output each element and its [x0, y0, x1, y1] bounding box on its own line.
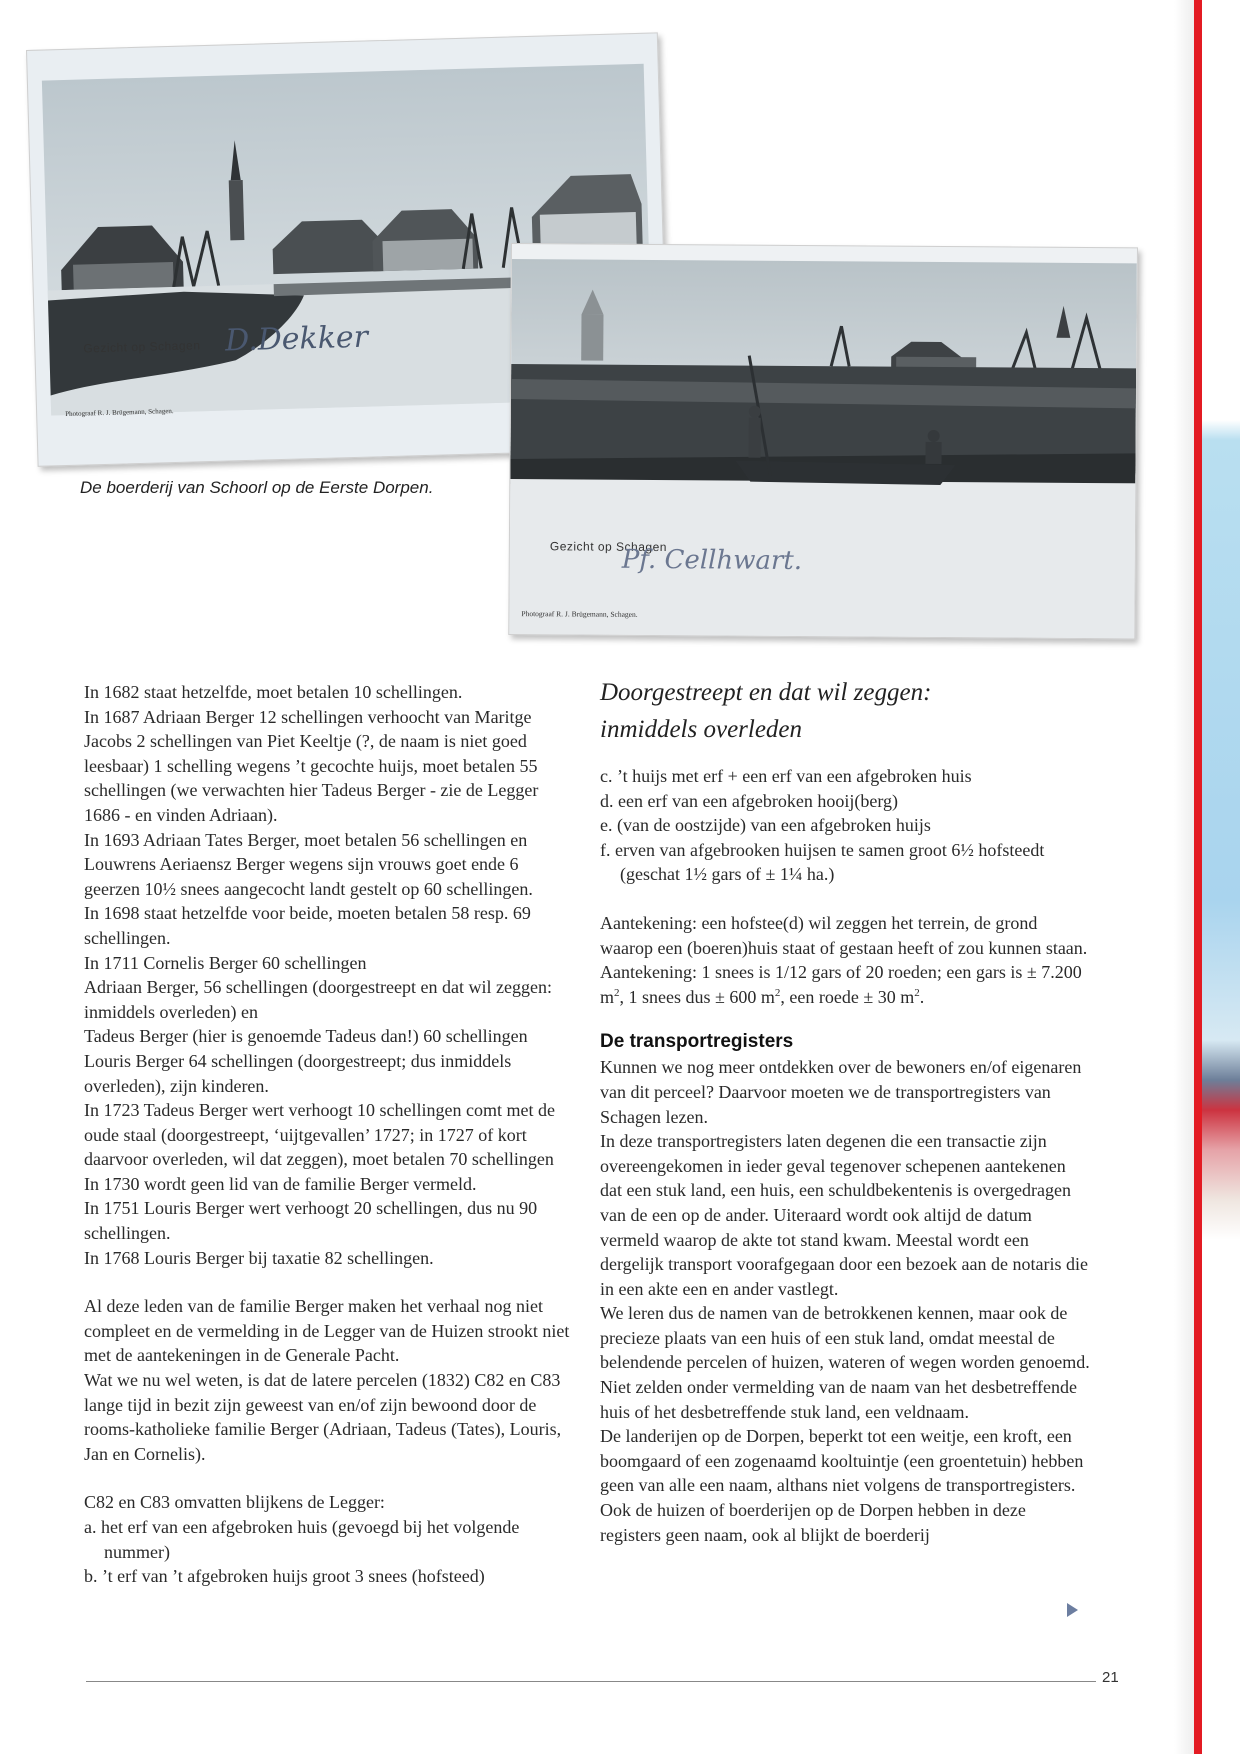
note-superscript: 2	[774, 986, 781, 999]
body-paragraph: De landerijen op de Dorpen, beperkt tot een weitje, een kroft, een boomgaard of een zogenaamd kooltuintje (een groentetuin) hebben geen van alle een naam, althans niet volgens de transportregisters. Ook de huizen of boerderijen op de Dorpen hebben in deze registers geen naam, ook al blijkt de boerderij	[600, 1426, 1084, 1545]
subheading: Doorgestreept en dat wil zeggen: inmiddels overleden	[600, 679, 932, 743]
photo-1-title: Gezicht op Schagen	[83, 338, 201, 356]
note-text: .	[919, 986, 925, 1007]
footer-rule	[86, 1681, 1096, 1682]
text-line: Tadeus Berger (hier is genoemde Tadeus dan!) 60 schellingen	[84, 1026, 528, 1047]
photo-2-photographer: Photograaf R. J. Brügemann, Schagen.	[521, 609, 638, 619]
photo-1-signature: D.Dekker	[224, 319, 369, 359]
text-line: In 1723 Tadeus Berger wert verhoogt 10 schellingen comt met de oude staal (doorgestreept, ‘uijtgevallen’ 1727; in 1727 of kort daarvoor overleden, wil dat zeggen), moet betalen 70 schellingen	[84, 1100, 555, 1170]
text-line: In 1698 staat hetzelfde voor beide, moeten betalen 58 resp. 69 schellingen.	[84, 903, 531, 948]
right-column	[600, 674, 1090, 1547]
note-hofstee: Aantekening: een hofstee(d) wil zeggen het terrein, de grond waarop een (boeren)huis staat of gestaan heeft of zou kunnen staan.	[600, 912, 1088, 958]
list-item: a. het erf van een afgebroken huis (gevoegd bij het volgende nummer)	[84, 1517, 520, 1562]
note-text: Aantekening: 1 snees is 1/12 gars of 20 roeden; een gars is ± 7.200 m	[600, 962, 1082, 1007]
text-line: Louris Berger 64 schellingen (doorgestreept; dus inmiddels overleden), zijn kinderen.	[84, 1050, 512, 1096]
list-item: f. erven van afgebrooken huijsen te samen groot 6½ hofsteedt (geschat 1½ gars of ± 1¼ ha.)	[600, 839, 1045, 885]
note-snees	[600, 960, 1090, 1009]
text-line: In 1730 wordt geen lid van de familie Berger vermeld.	[84, 1173, 477, 1194]
photo-2-title: Gezicht op Schagen	[549, 539, 668, 555]
body-paragraph: We leren dus de namen van de betrokkenen kennen, maar ook de precieze plaats van een huis of een stuk land, omdat meestal de belendende percelen of huizen, wateren of wegen worden genoemd. Niet zelden onder vermelding van de naam van het desbetreffende huis of het desbetreffende stuk land, een veldnaam.	[600, 1303, 1090, 1422]
text-line: In 1751 Louris Berger wert verhoogt 20 schellingen, dus nu 90 schellingen.	[84, 1198, 538, 1244]
text-line: In 1693 Adriaan Tates Berger, moet betalen 56 schellingen en Louwrens Aeriaensz Berger wegens sijn vrouws goet ende 6 geerzen 10½ snees aangecocht landt gestelt op 60 schellingen.	[84, 829, 533, 899]
body-paragraph: Wat we nu wel weten, is dat de latere percelen (1832) C82 en C83 lange tijd in bezit zijn geweest van en/of zijn bewoond door de rooms-katholieke familie Berger (Adriaan, Tadeus (Tates), Louris, Jan en Cornelis).	[84, 1370, 562, 1464]
list-intro: C82 en C83 omvatten blijkens de Legger:	[84, 1492, 385, 1513]
photo-1-photographer: Photograaf R. J. Brügemann, Schagen.	[65, 407, 174, 419]
page-edge-decoration	[1174, 0, 1240, 1754]
photo-caption: De boerderij van Schoorl op de Eerste Dorpen.	[80, 478, 434, 497]
text-line: In 1711 Cornelis Berger 60 schellingen	[84, 952, 367, 973]
list-item: b. ’t erf van ’t afgebroken huijs groot 3 snees (hofsteed)	[84, 1566, 485, 1587]
note-superscript: 2	[614, 986, 620, 999]
list-item: c. ’t huijs met erf + een erf van een afgebroken huis	[600, 766, 972, 786]
section-heading: De transportregisters	[600, 1031, 794, 1053]
text-line: Adriaan Berger, 56 schellingen (doorgestreept en dat wil zeggen: inmiddels overleden) en	[84, 977, 552, 1022]
next-page-edge	[1202, 0, 1240, 1754]
text-line: In 1687 Adriaan Berger 12 schellingen verhoocht van Maritge Jacobs 2 schellingen van Piet Keeltje (?, de naam is niet goed leesbaar) 1 schelling wegens ’t gecochte huijs, moet betalen 55 schellingen (we verwachten hier Tadeus Berger - zie de Legger 1686 - en vinden Adriaan).	[84, 706, 539, 825]
left-column	[84, 680, 574, 1589]
list-item: e. (van de oostzijde) van een afgebroken huijs	[600, 815, 931, 836]
text-line: In 1682 staat hetzelfde, moet betalen 10 schellingen.	[84, 682, 463, 702]
continue-arrow-icon	[1067, 1603, 1078, 1617]
photo-2-signature: Pf. Cellhwart.	[621, 544, 803, 577]
postcard-photo-2	[508, 243, 1138, 639]
body-paragraph: Kunnen we nog meer ontdekken over de bewoners en/of eigenaren van dit perceel? Daarvoor moeten we de transportregisters van Schagen lezen.	[600, 1057, 1082, 1127]
page-fold-shadow	[1174, 0, 1194, 1754]
farm-boat-image	[509, 244, 1137, 638]
page-number: 21	[1102, 1669, 1119, 1686]
note-text: , een roede ± 30 m	[780, 986, 915, 1007]
note-superscript: 2	[914, 986, 920, 999]
body-paragraph: Al deze leden van de familie Berger maken het verhaal nog niet compleet en de vermelding in de Legger van de Huizen strookt niet met de aantekeningen in de Generale Pacht.	[84, 1296, 570, 1366]
note-text: , 1 snees dus ± 600 m	[619, 986, 775, 1007]
red-edge-stripe	[1194, 0, 1202, 1754]
list-item: d. een erf van een afgebroken hooij(berg)	[600, 790, 899, 811]
text-line: In 1768 Louris Berger bij taxatie 82 schellingen.	[84, 1247, 434, 1268]
body-paragraph: In deze transportregisters laten degenen die een transactie zijn overeengekomen in ieder geval tegenover schepenen aantekenen dat een stuk land, een huis, een schuldbekentenis is overgedragen van de een op de ander. Uiteraard wordt ook altijd de datum vermeld waarop de akte tot stand kwam. Meestal wordt een dergelijk transport voorafgegaan door een bezoek aan de notaris die in een akte een en ander vastlegt.	[600, 1131, 1088, 1299]
